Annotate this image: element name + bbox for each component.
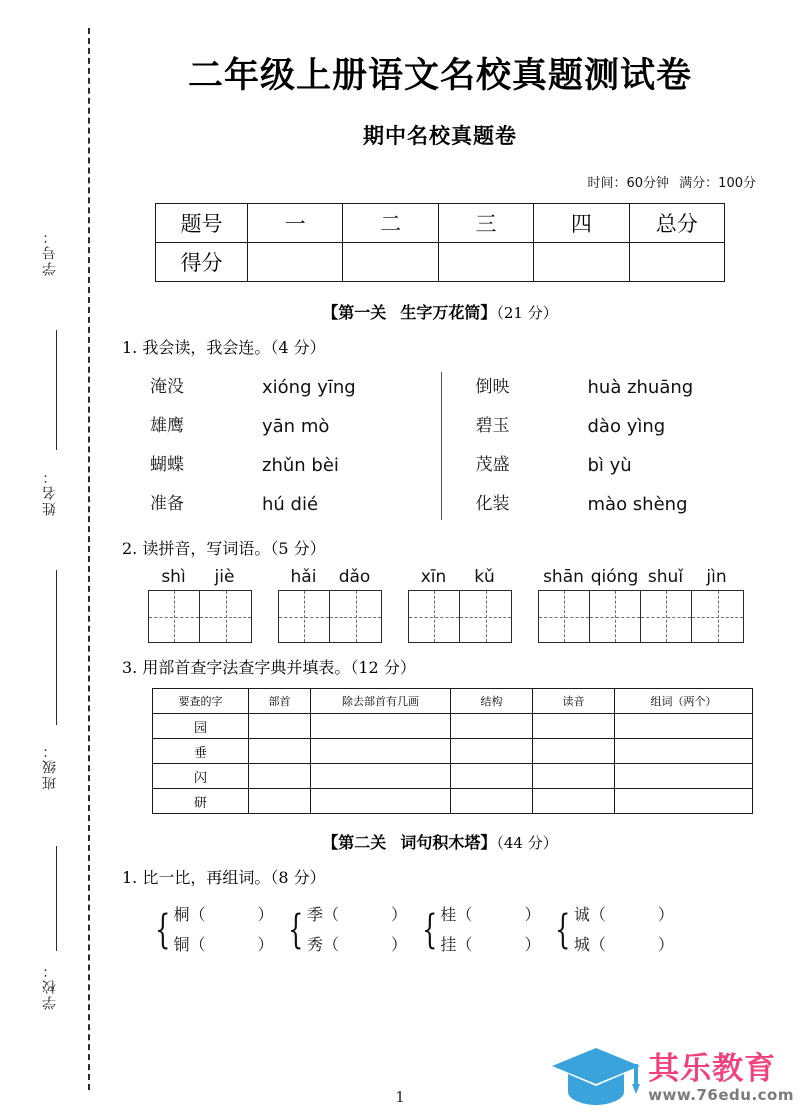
list-item[interactable]: 碧玉 [475, 416, 510, 437]
answer-cell[interactable] [311, 714, 451, 739]
pinyin-group [148, 567, 252, 643]
brace-icon: { [555, 907, 571, 954]
list-item[interactable]: zhǔn bèi [262, 455, 339, 477]
compare-group [283, 900, 406, 960]
page-title: 二年级上册语文名校真题测试卷 [187, 56, 692, 96]
pinyin-syllable: shì [161, 567, 186, 588]
compare-char: 季（ [306, 905, 339, 925]
answer-cell[interactable] [249, 714, 311, 739]
answer-cell[interactable] [311, 789, 451, 814]
section-header-2 [114, 830, 766, 853]
score-input-cell[interactable] [438, 243, 533, 282]
seal-rule-2 [56, 570, 57, 725]
compare-lines [307, 900, 407, 960]
tianzige-cell[interactable] [692, 591, 743, 642]
compare-char: 桂（ [440, 905, 473, 925]
page-number: 1 [395, 1088, 405, 1106]
list-item[interactable]: 准备 [150, 494, 184, 515]
exam-score-label: 满分：100分 [679, 176, 756, 192]
seal-dashed-line [88, 28, 90, 1090]
compare-char: 桐（ [173, 905, 206, 925]
matching-pinyin-left [262, 368, 356, 524]
answer-cell[interactable] [533, 739, 615, 764]
pinyin-writing-exercise [114, 567, 766, 643]
brace-icon: { [155, 907, 171, 954]
tianzige-cell[interactable] [539, 591, 590, 642]
compare-close: ） [657, 905, 674, 925]
answer-cell[interactable] [311, 764, 451, 789]
section-bracket-open: 【 [322, 833, 339, 853]
matching-exercise [114, 368, 766, 524]
compare-line[interactable] [173, 900, 273, 930]
list-item[interactable]: xióng yīng [262, 377, 356, 399]
matching-column-left [150, 368, 441, 524]
section-header-1 [114, 300, 766, 323]
compare-char: 城（ [573, 935, 606, 955]
list-item[interactable]: 雄鹰 [150, 416, 184, 437]
score-table-cell: 三 [438, 204, 533, 243]
seal-rule-3 [56, 846, 57, 951]
answer-cell[interactable] [451, 739, 533, 764]
section-bracket-open: 【 [322, 303, 339, 323]
list-item[interactable]: huà zhuāng [587, 377, 694, 399]
answer-cell[interactable] [615, 739, 753, 764]
pinyin-labels [148, 567, 252, 587]
column-header: 结构 [451, 689, 533, 714]
list-item[interactable]: yān mò [262, 416, 330, 438]
compare-line[interactable] [307, 900, 407, 930]
section-name: 第二关 [338, 833, 387, 853]
answer-cell[interactable] [533, 789, 615, 814]
list-item[interactable]: 化装 [475, 494, 510, 515]
list-item[interactable]: 淹没 [150, 377, 184, 398]
graduation-cap-icon [550, 1044, 642, 1112]
compare-close: ） [257, 935, 274, 955]
brace-icon: { [422, 907, 438, 954]
score-table-cell: 四 [534, 204, 629, 243]
pinyin-syllable: kǔ [474, 567, 495, 588]
logo-text [648, 1050, 794, 1104]
question-text: 比一比，再组词。 [142, 868, 271, 888]
pinyin-syllable: shān [543, 567, 584, 588]
margin-label-class: 班级： [42, 742, 58, 790]
score-input-cell[interactable] [534, 243, 629, 282]
question-points: （5 分） [270, 539, 326, 559]
question-3-prompt [114, 655, 766, 678]
question-text: 读拼音，写词语。 [142, 539, 271, 559]
tianzige-cell[interactable] [409, 591, 460, 642]
score-table-cell: 一 [248, 204, 343, 243]
question-number: 1. [122, 868, 138, 888]
section-title: 生字万花筒 [400, 303, 481, 323]
tianzige-cell[interactable] [279, 591, 330, 642]
section-points: （44 分） [496, 834, 558, 853]
tianzige-grid [408, 590, 512, 643]
compare-close: ） [390, 935, 407, 955]
dictionary-table [152, 688, 753, 814]
column-header: 要查的字 [153, 689, 249, 714]
score-table-row-label: 得分 [156, 243, 248, 282]
table-row [153, 739, 753, 764]
question-text: 我会读，我会连。 [142, 338, 271, 358]
section-bracket-close: 】 [480, 833, 497, 853]
margin-label-student-id: 学号： [42, 228, 58, 276]
matching-pinyin-right [588, 368, 694, 524]
pinyin-syllable: shuǐ [647, 567, 684, 588]
score-table-cell: 二 [343, 204, 438, 243]
section-points: （21 分） [496, 304, 558, 323]
compare-close: ） [657, 935, 674, 955]
dictionary-table-wrapper [152, 688, 752, 814]
tianzige-cell[interactable] [641, 591, 692, 642]
answer-cell[interactable] [311, 739, 451, 764]
list-item[interactable]: 倒映 [475, 377, 510, 398]
exam-sheet [96, 0, 800, 1118]
dictionary-char: 园 [153, 714, 249, 739]
list-item[interactable]: 蝴蝶 [150, 455, 184, 476]
question-number: 2. [122, 539, 138, 559]
tianzige-grid [538, 590, 744, 643]
question-number: 1. [122, 338, 138, 358]
score-table-wrapper [155, 203, 725, 282]
question-2-prompt [114, 536, 766, 559]
score-input-cell[interactable] [343, 243, 438, 282]
compare-lines [173, 900, 273, 960]
pinyin-group [408, 567, 512, 643]
column-header: 除去部首有几画 [311, 689, 451, 714]
score-input-cell[interactable] [629, 243, 724, 282]
compare-group [150, 900, 273, 960]
table-header-row [153, 689, 753, 714]
answer-cell[interactable] [249, 789, 311, 814]
question-text: 用部首查字法查字典并填表。 [142, 658, 351, 678]
answer-cell[interactable] [451, 764, 533, 789]
section-bracket-close: 】 [480, 303, 497, 323]
compare-char: 诚（ [573, 905, 606, 925]
pinyin-syllable: qióng [590, 567, 639, 588]
table-row [153, 789, 753, 814]
pinyin-group [538, 567, 744, 643]
tianzige-grid [148, 590, 252, 643]
question-points: （8 分） [270, 868, 326, 888]
compare-char: 秀（ [306, 935, 339, 955]
logo-url: www.76edu.com [648, 1085, 794, 1104]
column-header: 部首 [249, 689, 311, 714]
answer-cell[interactable] [533, 714, 615, 739]
compare-line[interactable] [307, 930, 407, 960]
tianzige-cell[interactable] [149, 591, 200, 642]
pinyin-syllable: jiè [214, 567, 235, 588]
score-table-row-label: 题号 [156, 204, 248, 243]
matching-words-left [150, 368, 262, 524]
table-row [156, 204, 725, 243]
margin-label-name: 姓名： [42, 468, 58, 516]
page-subtitle: 期中名校真题卷 [363, 124, 517, 149]
matching-column-right [442, 368, 767, 524]
compare-exercise [114, 900, 766, 960]
pinyin-syllable: hǎi [290, 567, 317, 588]
pinyin-labels [538, 567, 744, 587]
score-input-cell[interactable] [248, 243, 343, 282]
question-points: （12 分） [350, 658, 416, 678]
answer-cell[interactable] [451, 714, 533, 739]
compare-close: ） [524, 935, 541, 955]
answer-cell[interactable] [451, 789, 533, 814]
list-item[interactable]: bì yù [587, 455, 632, 477]
compare-line[interactable] [440, 900, 540, 930]
question-points: （4 分） [270, 338, 326, 358]
pinyin-labels [278, 567, 382, 587]
question-1-prompt [114, 335, 766, 358]
pinyin-syllable: jìn [706, 567, 727, 588]
column-header: 组词（两个） [615, 689, 753, 714]
table-row [156, 243, 725, 282]
table-row [153, 764, 753, 789]
score-table [155, 203, 725, 282]
dictionary-char: 垂 [153, 739, 249, 764]
section-name: 第一关 [338, 303, 387, 323]
pinyin-labels [408, 567, 512, 587]
answer-cell[interactable] [615, 789, 753, 814]
pinyin-syllable: dǎo [338, 567, 371, 588]
tianzige-cell[interactable] [330, 591, 381, 642]
compare-close: ） [257, 905, 274, 925]
tianzige-cell[interactable] [590, 591, 641, 642]
tianzige-grid [278, 590, 382, 643]
answer-cell[interactable] [615, 764, 753, 789]
seal-rule-1 [56, 330, 57, 450]
answer-cell[interactable] [249, 764, 311, 789]
section-title: 词句积木塔 [400, 833, 481, 853]
compare-lines [440, 900, 540, 960]
question-number: 3. [122, 658, 138, 678]
brace-icon: { [288, 907, 304, 954]
list-item[interactable]: dào yìng [587, 416, 666, 438]
compare-close: ） [524, 905, 541, 925]
margin-label-school: 学校： [42, 962, 58, 1010]
exam-meta [114, 172, 766, 191]
dictionary-char: 研 [153, 789, 249, 814]
site-logo [550, 1044, 794, 1112]
compare-line[interactable] [440, 930, 540, 960]
dictionary-char: 闪 [153, 764, 249, 789]
question-4-prompt [114, 865, 766, 888]
logo-brand-name: 其乐教育 [648, 1050, 777, 1087]
compare-line[interactable] [574, 900, 674, 930]
list-item[interactable]: mào shèng [587, 494, 688, 516]
compare-lines [574, 900, 674, 960]
compare-char: 铜（ [173, 935, 206, 955]
answer-cell[interactable] [615, 714, 753, 739]
tianzige-cell[interactable] [460, 591, 511, 642]
table-row [153, 714, 753, 739]
compare-line[interactable] [173, 930, 273, 960]
column-header: 读音 [533, 689, 615, 714]
left-margin-strip [0, 0, 96, 1118]
answer-cell[interactable] [533, 764, 615, 789]
exam-time-label: 时间：60分钟 [587, 176, 670, 192]
matching-words-right [476, 368, 588, 524]
list-item[interactable]: 茂盛 [475, 455, 510, 476]
pinyin-group [278, 567, 382, 643]
score-table-cell: 总分 [629, 204, 724, 243]
pinyin-syllable: xīn [420, 567, 447, 588]
compare-close: ） [390, 905, 407, 925]
compare-char: 挂（ [440, 935, 473, 955]
compare-group [550, 900, 673, 960]
list-item[interactable]: hú dié [262, 494, 319, 516]
compare-group [417, 900, 540, 960]
tianzige-cell[interactable] [200, 591, 251, 642]
answer-cell[interactable] [249, 739, 311, 764]
compare-line[interactable] [574, 930, 674, 960]
